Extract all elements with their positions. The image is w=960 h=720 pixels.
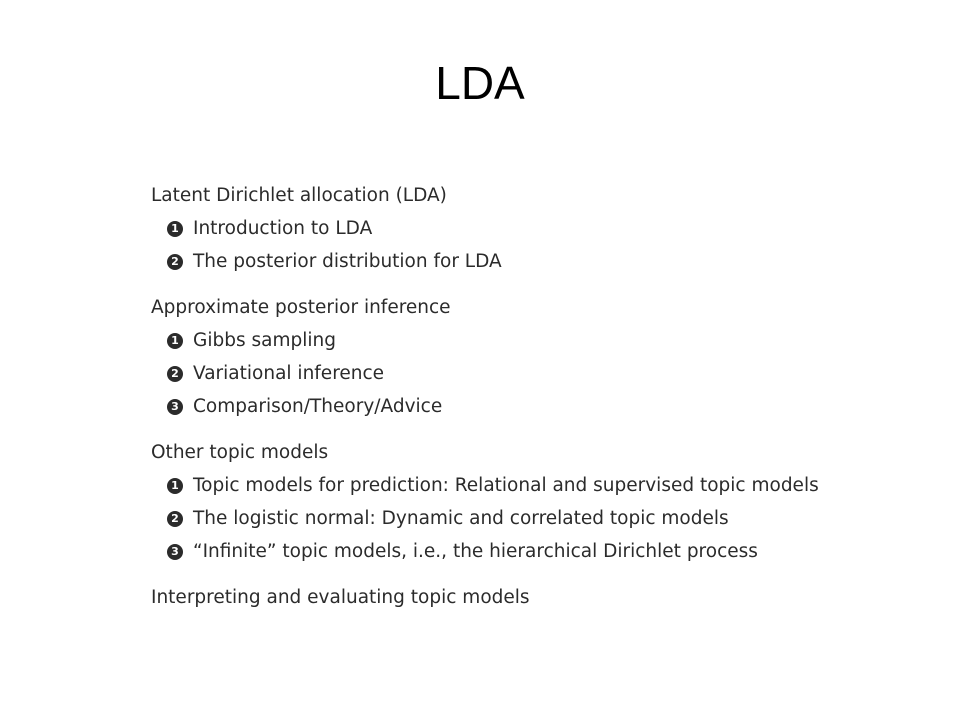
list-item-text: Topic models for prediction: Relational and supervised topic models: [193, 475, 819, 496]
list-item-text: The logistic normal: Dynamic and correlated topic models: [193, 508, 729, 529]
list-item-text: Variational inference: [193, 363, 385, 384]
number-bullet-icon: 3: [167, 544, 183, 560]
list-item-text: The posterior distribution for LDA: [193, 251, 502, 272]
outline: [151, 179, 931, 627]
number-bullet-icon: 1: [167, 333, 183, 349]
list-item-text: “Infinite” topic models, i.e., the hierarchical Dirichlet process: [193, 541, 758, 562]
list-item-text: Comparison/Theory/Advice: [193, 396, 443, 417]
section-heading: Approximate posterior inference: [151, 297, 451, 318]
list-item: [151, 212, 931, 245]
number-bullet-icon: 1: [167, 478, 183, 494]
list-item: [151, 469, 931, 502]
outline-section-evaluation: [151, 581, 931, 614]
outline-section-lda: [151, 179, 931, 278]
slide-title: LDA: [435, 57, 525, 109]
list-item: [151, 357, 931, 390]
list-item-text: Introduction to LDA: [193, 218, 373, 239]
number-bullet-icon: 2: [167, 511, 183, 527]
number-bullet-icon: 2: [167, 366, 183, 382]
number-bullet-icon: 2: [167, 254, 183, 270]
list-item: [151, 245, 931, 278]
list-item: [151, 324, 931, 357]
list-item: [151, 502, 931, 535]
outline-section-other-models: [151, 436, 931, 568]
section-heading: Latent Dirichlet allocation (LDA): [151, 185, 447, 206]
list-item: [151, 390, 931, 423]
section-heading: Other topic models: [151, 442, 329, 463]
outline-section-inference: [151, 291, 931, 423]
number-bullet-icon: 1: [167, 221, 183, 237]
list-item: [151, 535, 931, 568]
number-bullet-icon: 3: [167, 399, 183, 415]
list-item-text: Gibbs sampling: [193, 330, 336, 351]
section-heading: Interpreting and evaluating topic models: [151, 587, 530, 608]
